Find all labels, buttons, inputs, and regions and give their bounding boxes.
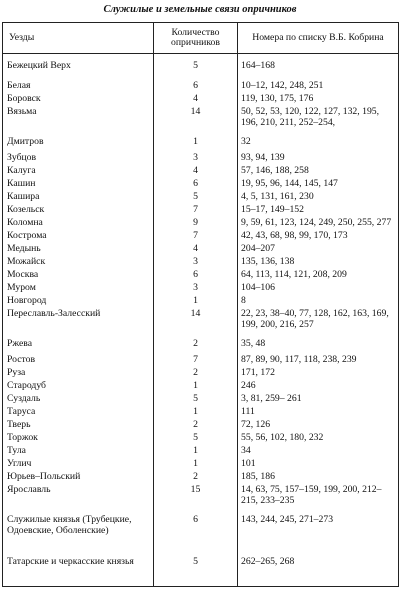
header-count: Количество опричников bbox=[154, 23, 238, 54]
numbers-cell: 87, 89, 90, 117, 118, 238, 239 bbox=[238, 354, 399, 367]
uezd-cell: Бежецкий Верх bbox=[3, 54, 154, 81]
numbers-cell: 19, 95, 96, 144, 145, 147 bbox=[238, 178, 399, 191]
numbers-cell: 22, 23, 38–40, 77, 128, 162, 163, 169, 199, 200, 216, 257 bbox=[238, 308, 399, 338]
table-row bbox=[3, 256, 399, 269]
numbers-cell: 9, 59, 61, 123, 124, 249, 250, 255, 277 bbox=[238, 217, 399, 230]
uezd-cell: Кострома bbox=[3, 230, 154, 243]
count-cell: 6 bbox=[154, 514, 238, 556]
uezd-cell: Тула bbox=[3, 445, 154, 458]
numbers-cell: 262–265, 268 bbox=[238, 556, 399, 587]
count-cell: 3 bbox=[154, 282, 238, 295]
numbers-cell: 111 bbox=[238, 406, 399, 419]
uezd-cell: Татарские и черкасские князья bbox=[3, 556, 154, 587]
numbers-cell: 35, 48 bbox=[238, 338, 399, 354]
table-row bbox=[3, 136, 399, 152]
uezd-cell: Вязьма bbox=[3, 106, 154, 136]
uezd-cell: Коломна bbox=[3, 217, 154, 230]
count-cell: 1 bbox=[154, 295, 238, 308]
numbers-cell: 93, 94, 139 bbox=[238, 152, 399, 165]
table-row bbox=[3, 406, 399, 419]
table-row bbox=[3, 556, 399, 587]
table-row bbox=[3, 393, 399, 406]
table-row bbox=[3, 445, 399, 458]
uezd-cell: Переславль-Залесский bbox=[3, 308, 154, 338]
uezd-cell: Калуга bbox=[3, 165, 154, 178]
count-cell: 5 bbox=[154, 432, 238, 445]
table-title: Служилые и земельные связи опричников bbox=[103, 4, 297, 15]
count-cell: 9 bbox=[154, 217, 238, 230]
table-row bbox=[3, 295, 399, 308]
count-cell: 4 bbox=[154, 93, 238, 106]
uezd-cell: Москва bbox=[3, 269, 154, 282]
table-row bbox=[3, 54, 399, 81]
uezd-cell: Ярославль bbox=[3, 484, 154, 514]
count-cell: 1 bbox=[154, 406, 238, 419]
table-row bbox=[3, 471, 399, 484]
table-row bbox=[3, 243, 399, 256]
table-row bbox=[3, 514, 399, 556]
numbers-cell: 204–207 bbox=[238, 243, 399, 256]
count-cell: 7 bbox=[154, 204, 238, 217]
uezd-cell: Юрьев–Польский bbox=[3, 471, 154, 484]
uezd-cell: Дмитров bbox=[3, 136, 154, 152]
table-row bbox=[3, 367, 399, 380]
count-cell: 7 bbox=[154, 354, 238, 367]
table-row bbox=[3, 419, 399, 432]
count-cell: 5 bbox=[154, 393, 238, 406]
header-uezdy: Уезды bbox=[3, 23, 154, 54]
uezd-cell: Ростов bbox=[3, 354, 154, 367]
header-numbers: Номера по списку В.Б. Кобрина bbox=[238, 23, 399, 54]
numbers-cell: 50, 52, 53, 120, 122, 127, 132, 195, 196, 210, 211, 252–254, bbox=[238, 106, 399, 136]
count-cell: 1 bbox=[154, 445, 238, 458]
count-cell: 1 bbox=[154, 136, 238, 152]
count-cell: 5 bbox=[154, 556, 238, 587]
count-cell: 5 bbox=[154, 191, 238, 204]
table-row bbox=[3, 269, 399, 282]
numbers-cell: 143, 244, 245, 271–273 bbox=[238, 514, 399, 556]
count-cell: 3 bbox=[154, 152, 238, 165]
uezd-cell: Белая bbox=[3, 80, 154, 93]
numbers-cell: 4, 5, 131, 161, 230 bbox=[238, 191, 399, 204]
uezd-cell: Новгород bbox=[3, 295, 154, 308]
table-row bbox=[3, 484, 399, 514]
count-cell: 15 bbox=[154, 484, 238, 514]
table-row bbox=[3, 380, 399, 393]
count-cell: 1 bbox=[154, 380, 238, 393]
uezd-cell: Можайск bbox=[3, 256, 154, 269]
uezd-cell: Кашира bbox=[3, 191, 154, 204]
numbers-cell: 55, 56, 102, 180, 232 bbox=[238, 432, 399, 445]
oprichniki-table bbox=[2, 22, 399, 587]
count-cell: 4 bbox=[154, 165, 238, 178]
numbers-cell: 135, 136, 138 bbox=[238, 256, 399, 269]
uezd-cell: Стародуб bbox=[3, 380, 154, 393]
count-cell: 14 bbox=[154, 308, 238, 338]
uezd-cell: Торжок bbox=[3, 432, 154, 445]
uezd-cell: Суздаль bbox=[3, 393, 154, 406]
table-row bbox=[3, 338, 399, 354]
numbers-cell: 34 bbox=[238, 445, 399, 458]
table-row bbox=[3, 458, 399, 471]
uezd-cell: Служилые князья (Трубецкие, Одоевские, Оболенские) bbox=[3, 514, 154, 556]
table-row bbox=[3, 152, 399, 165]
count-cell: 2 bbox=[154, 367, 238, 380]
count-cell: 2 bbox=[154, 419, 238, 432]
count-cell: 4 bbox=[154, 243, 238, 256]
table-row bbox=[3, 80, 399, 93]
table-row bbox=[3, 165, 399, 178]
table-row bbox=[3, 230, 399, 243]
table-row bbox=[3, 282, 399, 295]
table-row bbox=[3, 354, 399, 367]
numbers-cell: 104–106 bbox=[238, 282, 399, 295]
uezd-cell: Боровск bbox=[3, 93, 154, 106]
numbers-cell: 8 bbox=[238, 295, 399, 308]
numbers-cell: 10–12, 142, 248, 251 bbox=[238, 80, 399, 93]
numbers-cell: 185, 186 bbox=[238, 471, 399, 484]
uezd-cell: Углич bbox=[3, 458, 154, 471]
uezd-cell: Тверь bbox=[3, 419, 154, 432]
numbers-cell: 3, 81, 259– 261 bbox=[238, 393, 399, 406]
uezd-cell: Козельск bbox=[3, 204, 154, 217]
numbers-cell: 57, 146, 188, 258 bbox=[238, 165, 399, 178]
table-row bbox=[3, 204, 399, 217]
numbers-cell: 171, 172 bbox=[238, 367, 399, 380]
table-row bbox=[3, 178, 399, 191]
uezd-cell: Таруса bbox=[3, 406, 154, 419]
uezd-cell: Медынь bbox=[3, 243, 154, 256]
numbers-cell: 14, 63, 75, 157–159, 199, 200, 212–215, 233–235 bbox=[238, 484, 399, 514]
numbers-cell: 64, 113, 114, 121, 208, 209 bbox=[238, 269, 399, 282]
uezd-cell: Руза bbox=[3, 367, 154, 380]
count-cell: 14 bbox=[154, 106, 238, 136]
table-row bbox=[3, 191, 399, 204]
uezd-cell: Муром bbox=[3, 282, 154, 295]
count-cell: 7 bbox=[154, 230, 238, 243]
numbers-cell: 101 bbox=[238, 458, 399, 471]
count-cell: 1 bbox=[154, 458, 238, 471]
count-cell: 6 bbox=[154, 80, 238, 93]
uezd-cell: Ржева bbox=[3, 338, 154, 354]
table-row bbox=[3, 432, 399, 445]
count-cell: 5 bbox=[154, 54, 238, 81]
numbers-cell: 246 bbox=[238, 380, 399, 393]
table-row bbox=[3, 217, 399, 230]
numbers-cell: 164–168 bbox=[238, 54, 399, 81]
uezd-cell: Кашин bbox=[3, 178, 154, 191]
count-cell: 2 bbox=[154, 338, 238, 354]
numbers-cell: 72, 126 bbox=[238, 419, 399, 432]
count-cell: 3 bbox=[154, 256, 238, 269]
count-cell: 2 bbox=[154, 471, 238, 484]
table-row bbox=[3, 308, 399, 338]
table-header-row bbox=[3, 23, 399, 54]
uezd-cell: Зубцов bbox=[3, 152, 154, 165]
numbers-cell: 15–17, 149–152 bbox=[238, 204, 399, 217]
table-row bbox=[3, 106, 399, 136]
count-cell: 6 bbox=[154, 178, 238, 191]
numbers-cell: 42, 43, 68, 98, 99, 170, 173 bbox=[238, 230, 399, 243]
numbers-cell: 32 bbox=[238, 136, 399, 152]
count-cell: 6 bbox=[154, 269, 238, 282]
numbers-cell: 119, 130, 175, 176 bbox=[238, 93, 399, 106]
table-row bbox=[3, 93, 399, 106]
